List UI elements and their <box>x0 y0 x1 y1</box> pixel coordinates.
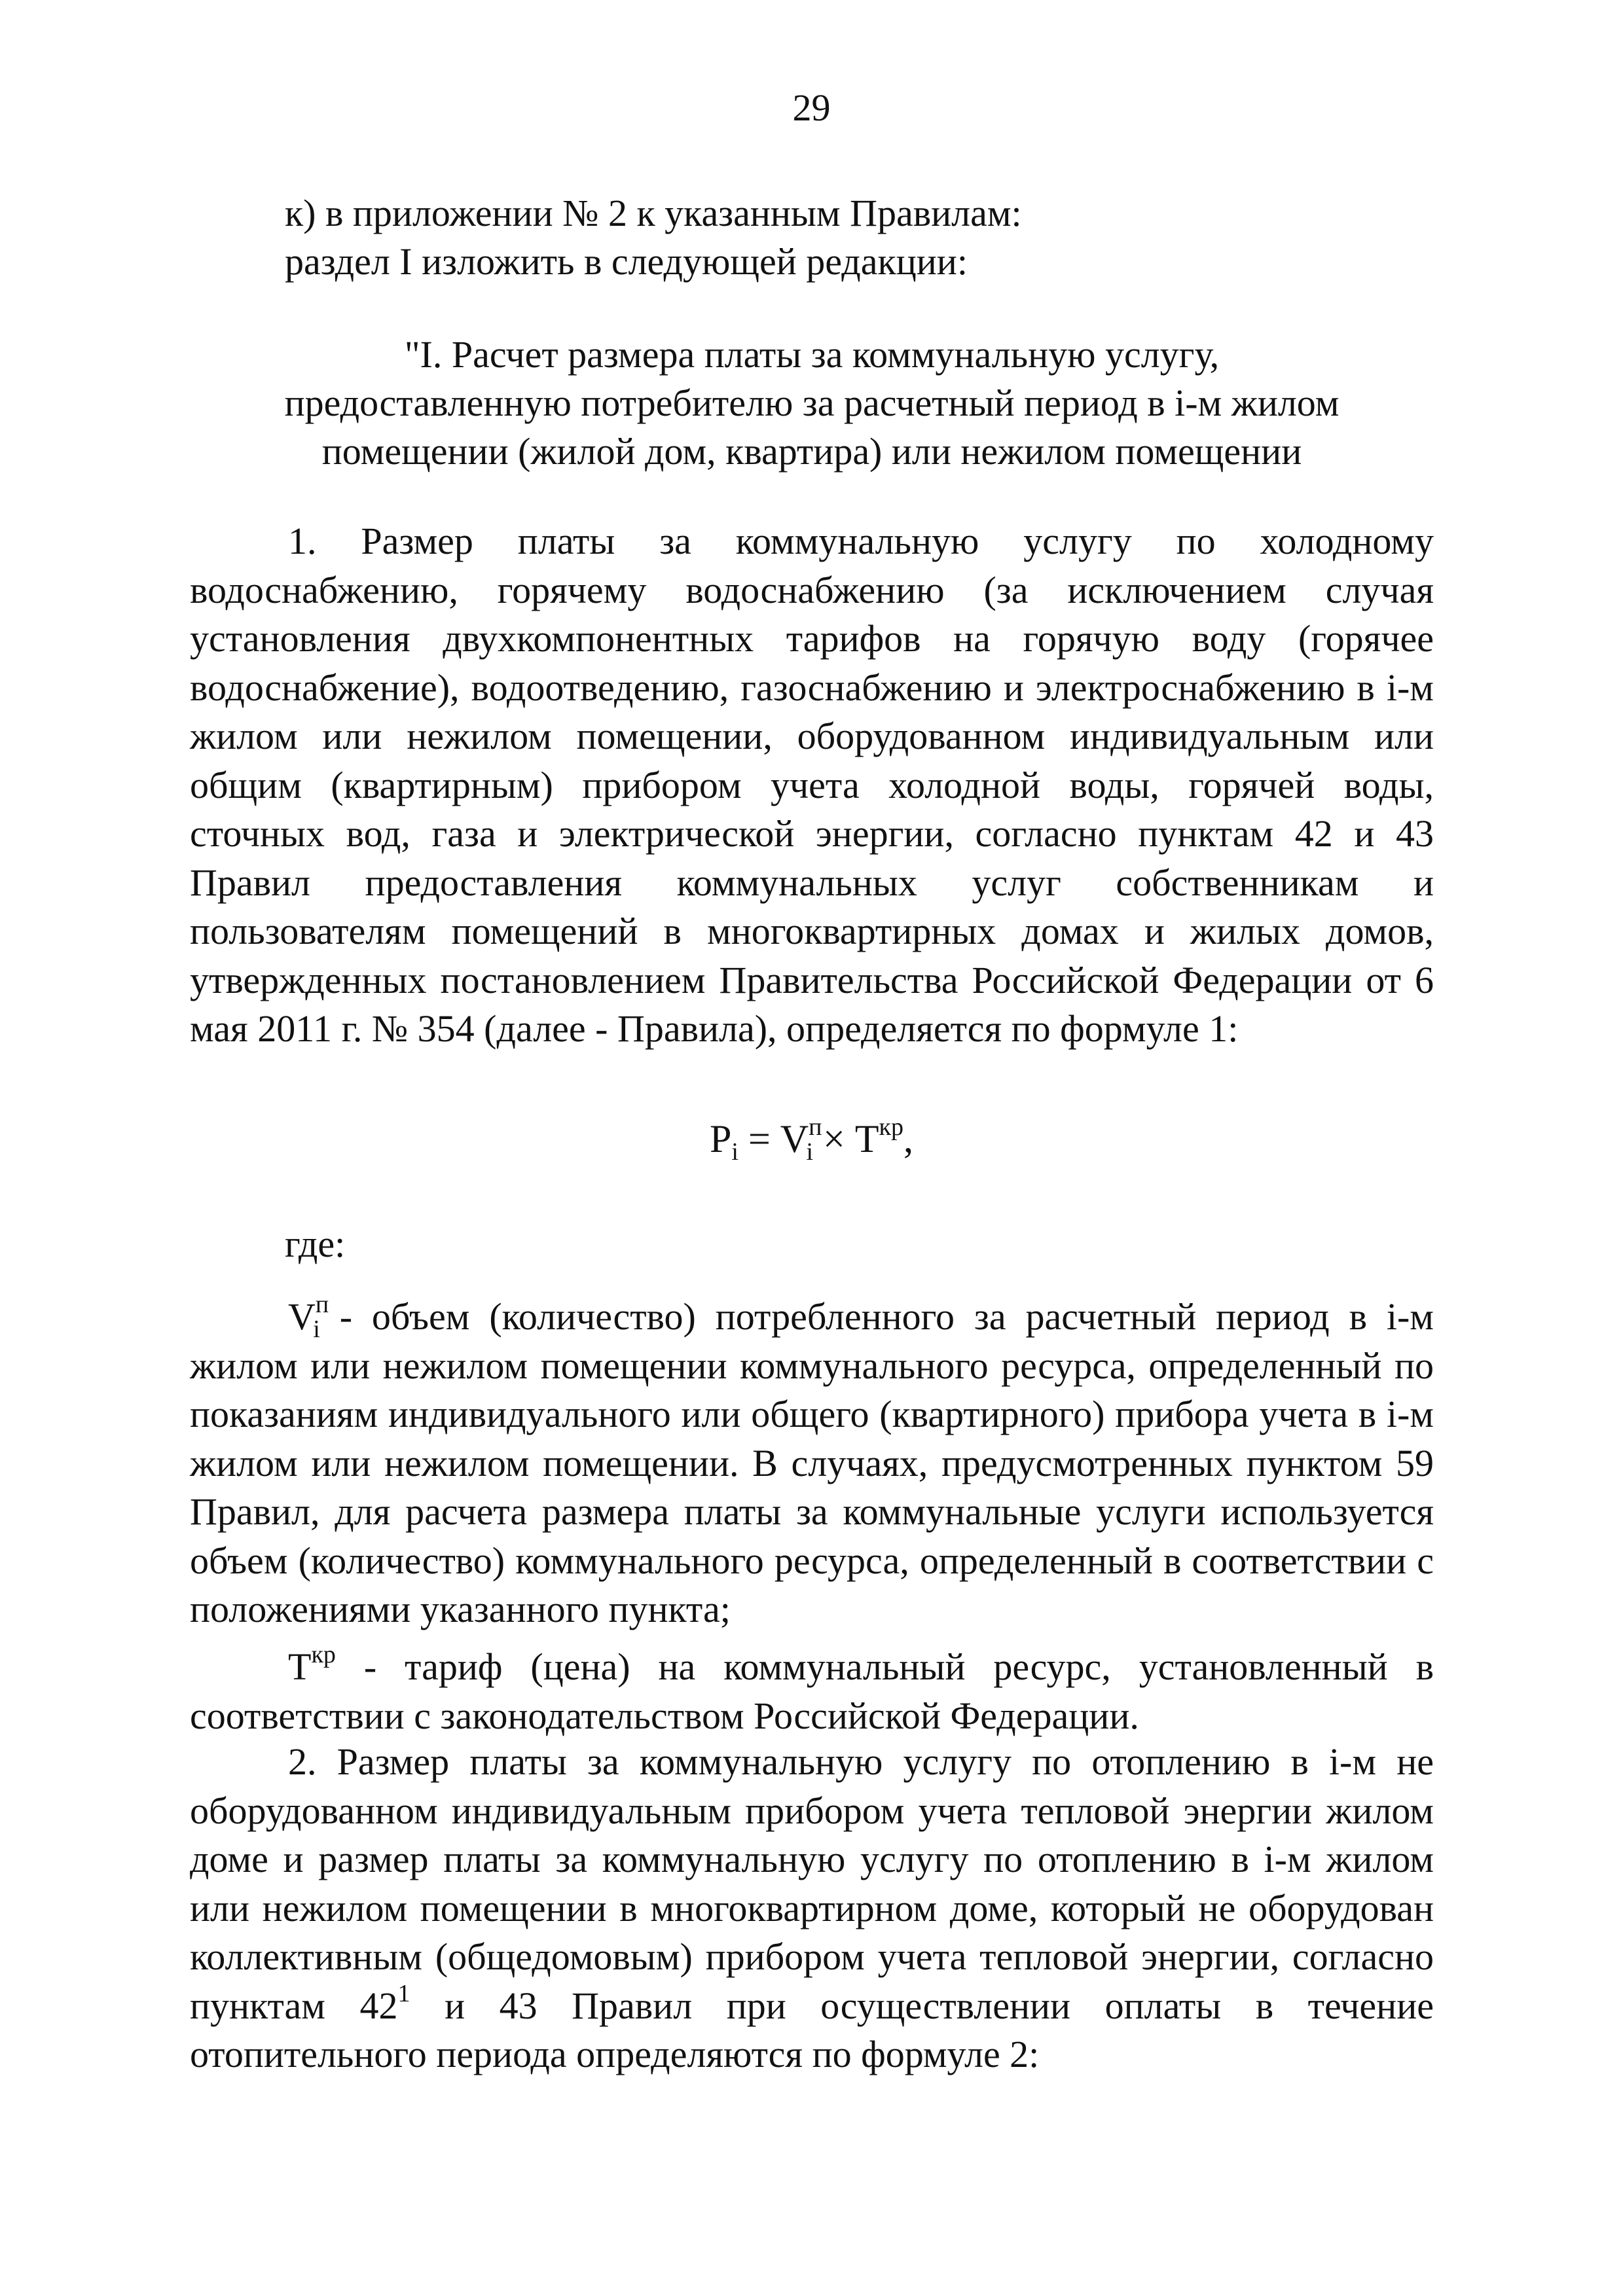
paragraph-2 <box>190 1738 1434 2079</box>
section-title-line-2: предоставленную потребителю за расчетный период в i-м жилом <box>284 382 1340 424</box>
paragraph-2-text-after: и 43 Правил при осуществлении оплаты в течение отопительного периода определяются по формуле 2: <box>190 1984 1434 2075</box>
paragraph-2-sup: 1 <box>397 1979 410 2007</box>
formula-p-sub: i <box>731 1138 739 1166</box>
definition-t <box>190 1643 1434 1740</box>
section-title-line-3: помещении (жилой дом, квартира) или нежилом помещении <box>321 430 1302 473</box>
paragraph-1 <box>190 517 1434 1054</box>
definition-v-text: - объем (количество) потребленного за расчетный период в i-м жилом или нежилом помещении коммунального ресурса, определенный по показаниям индивидуального или общего (квартирного) прибора учета в i-м жилом или нежилом помещении. В случаях, предусмотренных пунктом 59 Правил, для расчета размера платы за коммунальные услуги используется объем (количество) коммунального ресурса, определенный в соответствии с положениями указанного пункта; <box>190 1295 1434 1630</box>
page-number: 29 <box>792 86 831 129</box>
paragraph-1-text: 1. Размер платы за коммунальную услугу по холодному водоснабжению, горячему водоснабжению (за исключением случая установления двухкомпонентных тарифов на горячую воду (горячее водоснабжение), водоотведению, газоснабжению и электроснабжению в i-м жилом или нежилом помещении, оборудованном индивидуальным или общим (квартирным) прибором учета холодной воды, горячей воды, сточных вод, газа и электрической энергии, согласно пунктам 42 и 43 Правил предоставления коммунальных услуг собственникам и пользователям помещений в многоквартирных домах и жилых домов, утвержденных постановлением Правительства Российской Федерации от 6 мая 2011 г. № 354 (далее - Правила), определяется по формуле 1: <box>190 520 1434 1050</box>
formula-t-sup: кр <box>879 1113 903 1141</box>
formula-equals: = <box>748 1117 771 1160</box>
formula-v: V <box>780 1117 809 1160</box>
definition-v-sup: п <box>315 1291 329 1318</box>
definition-v <box>190 1293 1434 1634</box>
section-title-line-1: "I. Расчет размера платы за коммунальную услугу, <box>404 333 1220 376</box>
definition-v-symbol: V <box>288 1295 316 1338</box>
definition-v-sub: i <box>313 1316 320 1343</box>
formula-v-sub: i <box>806 1138 814 1166</box>
definition-t-sup: кр <box>311 1641 336 1668</box>
formula-t: T <box>854 1117 879 1160</box>
formula-1 <box>0 1113 1623 1165</box>
intro-line-1: к) в приложении № 2 к указанным Правилам: <box>285 192 1022 234</box>
formula-v-sup: п <box>809 1113 822 1141</box>
intro-line-2: раздел I изложить в следующей редакции: <box>285 240 968 283</box>
definition-t-text: - тариф (цена) на коммунальный ресурс, установленный в соответствии с законодательством Российской Федерации. <box>190 1645 1434 1737</box>
formula-p: P <box>710 1117 732 1160</box>
formula-trail: , <box>903 1117 913 1160</box>
paragraph-2-text-before: 2. Размер платы за коммунальную услугу по отоплению в i-м не оборудованном индивидуальным прибором учета тепловой энергии жилом доме и размер платы за коммунальную услугу по отоплению в i-м жилом или нежилом помещении в многоквартирном доме, который не оборудован коллективным (общедомовым) прибором учета тепловой энергии, согласно пунктам 42 <box>190 1740 1434 2027</box>
formula-times: × <box>823 1117 845 1160</box>
where-label: где: <box>285 1223 346 1265</box>
definition-t-symbol: T <box>288 1645 312 1688</box>
